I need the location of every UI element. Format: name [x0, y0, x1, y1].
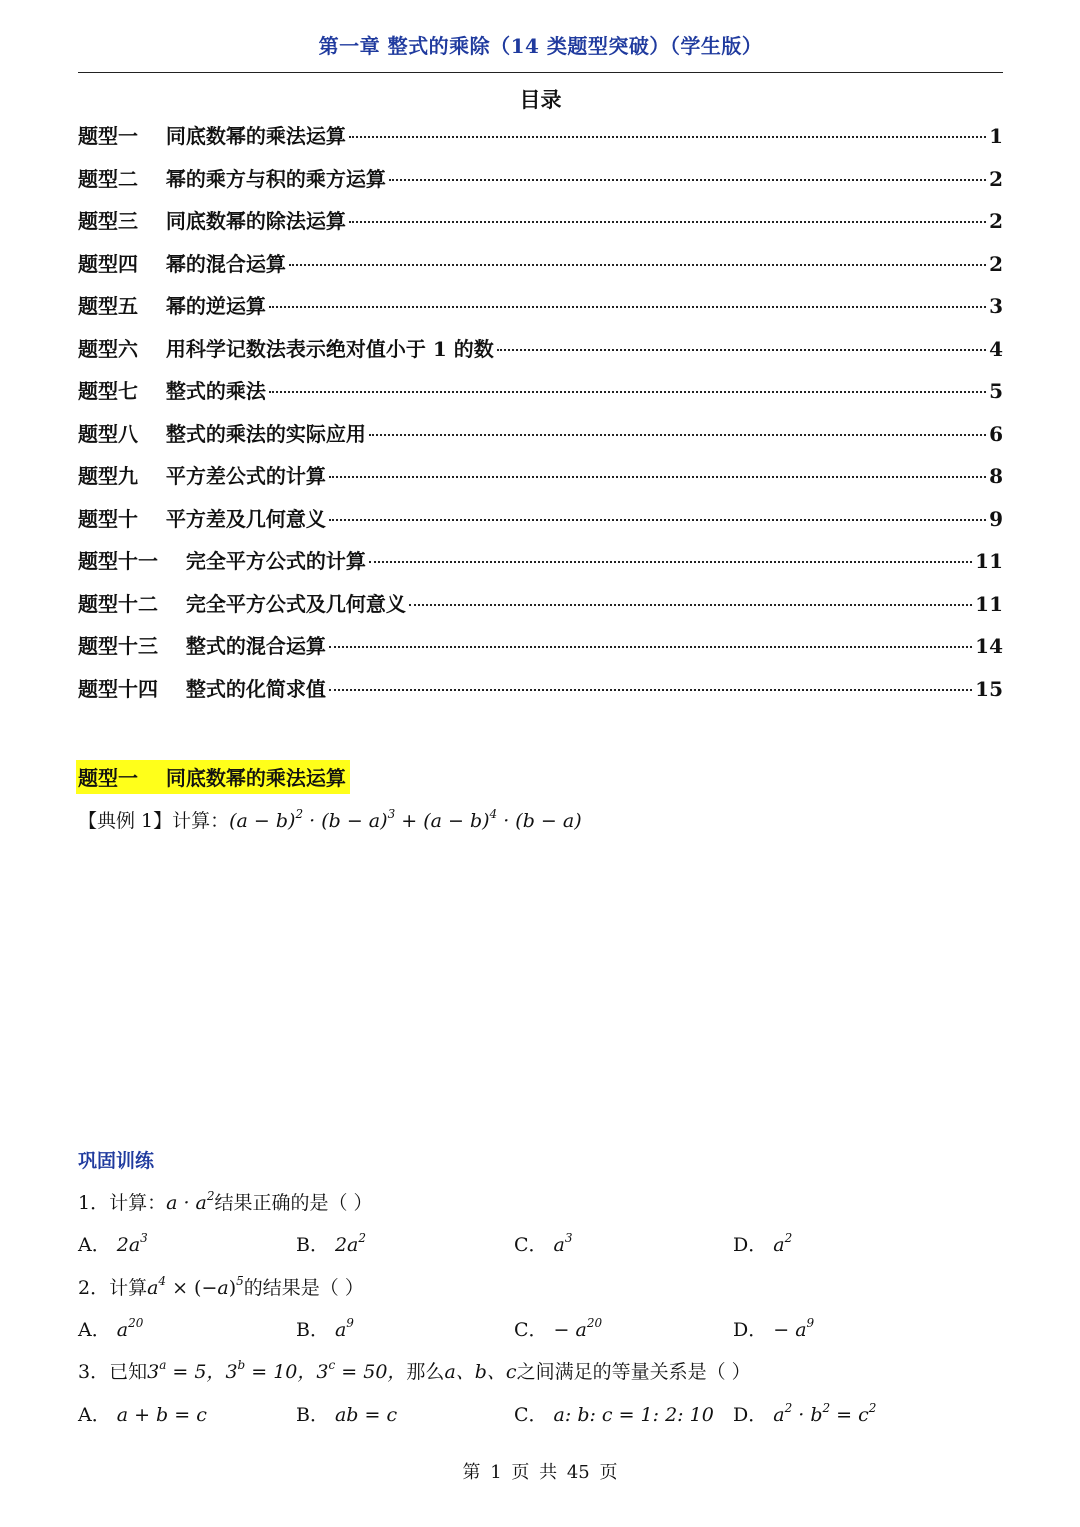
option-letter: A．: [78, 1404, 111, 1426]
page-footer: 第 1 页 共 45 页: [462, 1462, 618, 1483]
question-1-options: [78, 1230, 1003, 1260]
toc-dot-leader: [409, 604, 972, 606]
option-value: a + b = c: [116, 1404, 207, 1426]
math-exponent: 5: [236, 1274, 244, 1288]
toc-entry-page: 2: [989, 209, 1003, 233]
toc-entry-label: 题型六 用科学记数法表示绝对值小于 1 的数: [78, 336, 494, 361]
toc-entry-label: 题型四 幂的混合运算: [78, 251, 286, 276]
toc-entry-label: 题型十 平方差及几何意义: [78, 506, 326, 531]
option-value: 2a: [334, 1234, 359, 1256]
option-a[interactable]: [78, 1400, 207, 1427]
toc-entry-label: 题型十四 整式的化简求值: [78, 676, 326, 701]
toc-entry-label: 题型十三 整式的混合运算: [78, 634, 326, 658]
option-a[interactable]: [78, 1230, 148, 1257]
toc-entry-page: 2: [989, 251, 1003, 276]
toc-entry[interactable]: [78, 333, 1003, 376]
math-exponent: 20: [586, 1316, 603, 1330]
toc-entry-label: 题型五 幂的逆运算: [78, 294, 266, 318]
option-value: a: [334, 1319, 347, 1341]
toc-dot-leader: [349, 221, 986, 223]
option-c[interactable]: [514, 1400, 714, 1427]
question-math: 3: [225, 1361, 238, 1383]
toc-entry-page: 6: [989, 421, 1003, 446]
section-heading: 题型一 同底数幂的乘法运算: [76, 760, 350, 794]
toc-entry-label: 题型二 幂的乘方与积的乘方运算: [78, 166, 386, 191]
math-exponent: c: [328, 1358, 336, 1372]
example-1: [78, 806, 582, 833]
question-3: [78, 1357, 751, 1384]
math-exponent: 2: [295, 807, 304, 821]
question-number: 3．已知: [78, 1361, 148, 1383]
question-text: 那么: [406, 1361, 445, 1383]
math-exponent: 9: [346, 1316, 354, 1330]
toc-dot-leader: [329, 519, 986, 521]
option-letter: D．: [733, 1234, 768, 1256]
math-exponent: b: [237, 1358, 246, 1372]
option-letter: C．: [514, 1234, 548, 1256]
option-value: a: [773, 1404, 785, 1426]
toc-entry[interactable]: [78, 460, 1003, 503]
toc-entry[interactable]: [78, 673, 1003, 716]
toc-dot-leader: [269, 306, 986, 308]
toc-title: 目录: [519, 87, 562, 112]
option-letter: A．: [78, 1319, 111, 1341]
option-value: a: [553, 1234, 565, 1256]
option-value: a: b: c = 1: 2: 10: [553, 1404, 714, 1426]
option-letter: C．: [514, 1319, 548, 1341]
option-letter: A．: [78, 1234, 111, 1256]
question-3-options: [78, 1400, 1003, 1430]
toc-entry-label: 题型七 整式的乘法: [78, 379, 266, 403]
option-value: = c: [830, 1404, 869, 1426]
option-value: 2a: [116, 1234, 141, 1256]
option-letter: D．: [733, 1404, 768, 1426]
toc-entry-label: 题型十二 完全平方公式及几何意义: [78, 591, 406, 616]
toc-entry-page: 4: [989, 336, 1003, 361]
toc-entry-page: 5: [989, 379, 1003, 403]
option-value: · b: [792, 1404, 823, 1426]
math-op: ·: [303, 810, 322, 832]
math-exponent: 2: [358, 1231, 367, 1245]
toc-entry[interactable]: [78, 418, 1003, 461]
toc-entry[interactable]: [78, 630, 1003, 673]
toc-entry-label: 题型一 同底数幂的乘法运算: [78, 124, 346, 148]
question-tail: 结果正确的是（ ）: [214, 1192, 373, 1214]
option-value: − a: [553, 1319, 587, 1341]
toc-entry-page: 9: [989, 506, 1003, 531]
toc-dot-leader: [349, 136, 986, 138]
option-value: a: [116, 1319, 129, 1341]
option-letter: B．: [296, 1319, 329, 1341]
toc-entry[interactable]: [78, 588, 1003, 631]
table-of-contents: [78, 120, 1003, 715]
math-exponent: 2: [784, 1401, 793, 1415]
toc-dot-leader: [369, 561, 972, 563]
option-letter: B．: [296, 1234, 329, 1256]
option-d[interactable]: [733, 1400, 876, 1427]
question-math: a: [147, 1277, 159, 1299]
math-exponent: 2: [784, 1231, 793, 1245]
question-math: a · a: [166, 1192, 207, 1214]
option-b[interactable]: [296, 1400, 397, 1427]
toc-entry-page: 8: [989, 464, 1003, 488]
toc-dot-leader: [389, 179, 986, 181]
toc-entry-page: 3: [989, 294, 1003, 318]
question-1: [78, 1188, 373, 1215]
toc-entry-page: 14: [975, 634, 1003, 658]
toc-dot-leader: [329, 646, 972, 648]
toc-entry[interactable]: [78, 545, 1003, 588]
toc-entry[interactable]: [78, 503, 1003, 546]
toc-entry[interactable]: [78, 163, 1003, 206]
toc-dot-leader: [269, 391, 986, 393]
question-math-op: ): [228, 1277, 237, 1299]
option-b[interactable]: [296, 1315, 354, 1342]
math-term: (b − a): [515, 810, 582, 832]
math-term: (b − a): [321, 810, 388, 832]
option-letter: D．: [733, 1319, 768, 1341]
example-math: [229, 807, 582, 832]
question-2: [78, 1273, 364, 1300]
toc-entry[interactable]: [78, 248, 1003, 291]
toc-entry-page: 11: [975, 591, 1003, 616]
math-term: (a − b): [229, 810, 296, 832]
math-exponent: 20: [128, 1316, 144, 1330]
toc-entry-label: 题型三 同底数幂的除法运算: [78, 209, 346, 233]
toc-dot-leader: [329, 689, 972, 691]
math-exponent: a: [159, 1358, 167, 1372]
toc-entry-label: 题型九 平方差公式的计算: [78, 464, 326, 488]
option-b[interactable]: [296, 1230, 366, 1257]
page-header-title: 第一章 整式的乘除（14 类题型突破）（学生版）: [318, 34, 763, 58]
math-term: (a − b): [423, 810, 490, 832]
math-exponent: 3: [140, 1231, 148, 1245]
example-prefix: 【典例 1】计算：: [78, 810, 230, 832]
question-math: 3: [316, 1361, 329, 1383]
question-math: 3: [147, 1361, 160, 1383]
math-exponent: 4: [489, 807, 498, 821]
question-math: = 50，: [335, 1361, 407, 1383]
option-letter: B．: [296, 1404, 329, 1426]
math-exponent: 9: [806, 1316, 815, 1330]
math-op: +: [395, 810, 424, 832]
toc-dot-leader: [497, 349, 986, 351]
option-d[interactable]: [733, 1230, 792, 1257]
question-2-options: [78, 1315, 1003, 1345]
option-letter: C．: [514, 1404, 548, 1426]
toc-entry[interactable]: [78, 120, 1003, 163]
question-math: a: [217, 1277, 229, 1299]
option-a[interactable]: [78, 1315, 143, 1342]
question-tail: 的结果是（ ）: [243, 1277, 364, 1299]
toc-entry[interactable]: [78, 205, 1003, 248]
toc-dot-leader: [289, 264, 986, 266]
option-value: ab = c: [334, 1404, 398, 1426]
header-rule: [78, 72, 1003, 73]
question-tail: 之间满足的等量关系是（ ）: [516, 1361, 751, 1383]
toc-dot-leader: [369, 434, 986, 436]
option-value: − a: [773, 1319, 807, 1341]
math-exponent: 3: [564, 1231, 573, 1245]
toc-entry-page: 11: [975, 549, 1003, 573]
option-d[interactable]: [733, 1315, 814, 1342]
question-math: = 10，: [245, 1361, 317, 1383]
math-op: ·: [497, 810, 516, 832]
toc-entry-page: 2: [989, 166, 1003, 191]
option-c[interactable]: [514, 1230, 573, 1257]
option-c[interactable]: [514, 1315, 602, 1342]
toc-entry[interactable]: [78, 290, 1003, 333]
math-exponent: 2: [868, 1401, 877, 1415]
toc-entry[interactable]: [78, 375, 1003, 418]
question-math: a、b、c: [444, 1361, 517, 1383]
question-number: 1．计算：: [78, 1192, 167, 1214]
practice-heading: 巩固训练: [78, 1150, 155, 1172]
option-value: a: [773, 1234, 785, 1256]
math-exponent: 3: [387, 807, 396, 821]
question-math: = 5，: [166, 1361, 226, 1383]
toc-entry-page: 1: [989, 124, 1003, 148]
question-math-op: × (−: [166, 1277, 218, 1299]
toc-entry-page: 15: [975, 676, 1003, 701]
question-number: 2．计算: [78, 1277, 148, 1299]
math-exponent: 2: [822, 1401, 831, 1415]
toc-entry-label: 题型十一 完全平方公式的计算: [78, 549, 366, 573]
toc-entry-label: 题型八 整式的乘法的实际应用: [78, 421, 366, 446]
math-exponent: 2: [206, 1189, 215, 1203]
toc-dot-leader: [329, 476, 986, 478]
math-exponent: 4: [158, 1274, 167, 1288]
